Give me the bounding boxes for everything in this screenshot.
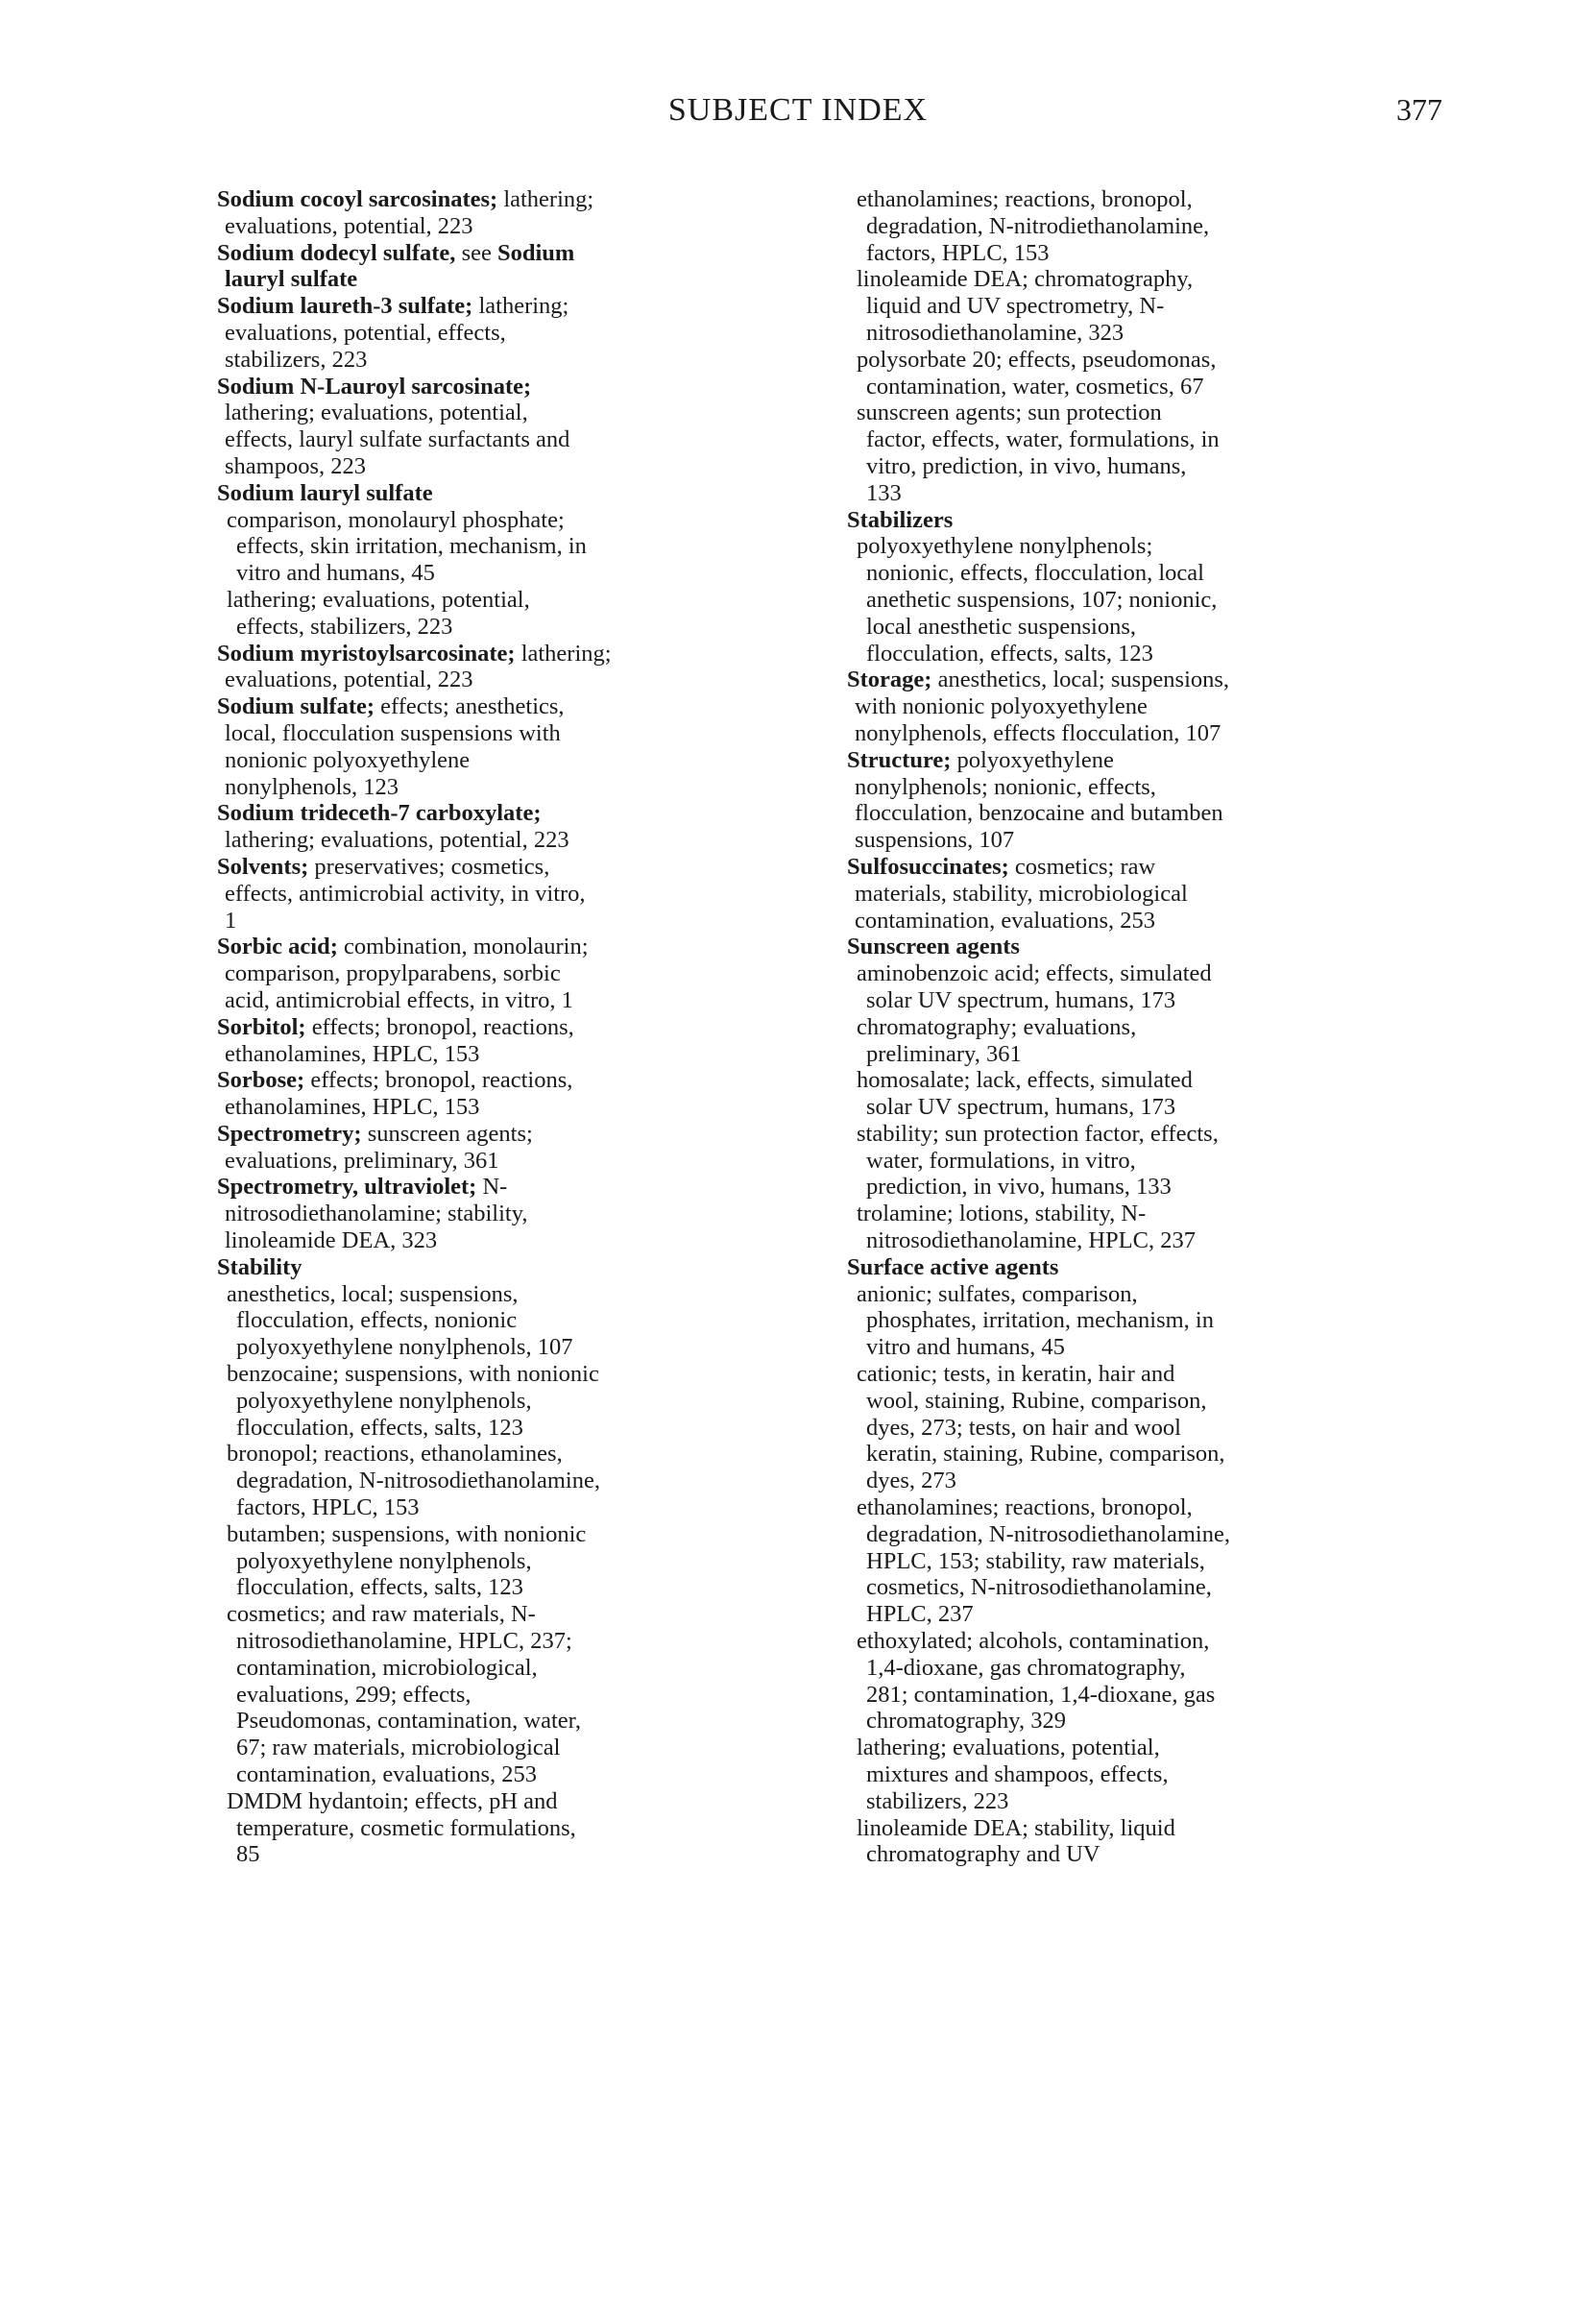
index-text: ethanolamines, HPLC, 153 <box>225 1040 480 1067</box>
index-line <box>847 1574 1385 1601</box>
index-line <box>217 1468 716 1494</box>
index-line <box>217 774 716 801</box>
index-line <box>847 1174 1385 1201</box>
index-line <box>217 400 716 426</box>
index-line <box>217 1148 716 1175</box>
index-term: Sorbic acid; <box>217 934 338 960</box>
index-text: dyes, 273 <box>866 1468 956 1494</box>
index-term: Sodium sulfate; <box>217 693 375 720</box>
index-text: anesthetics, local; suspensions, <box>227 1280 519 1307</box>
index-line <box>217 560 716 587</box>
index-line <box>217 1601 716 1628</box>
index-text: 281; contamination, 1,4-dioxane, gas <box>866 1681 1216 1708</box>
index-line <box>847 374 1385 401</box>
index-line <box>217 1682 716 1709</box>
index-text: homosalate; lack, effects, simulated <box>857 1067 1193 1094</box>
index-text: lathering; <box>497 186 594 212</box>
index-line <box>847 320 1385 347</box>
index-text: wool, staining, Rubine, comparison, <box>866 1387 1207 1414</box>
index-text: factors, HPLC, 153 <box>236 1494 420 1521</box>
index-line <box>217 1841 716 1868</box>
index-text: nonionic polyoxyethylene <box>225 746 471 773</box>
index-line <box>847 1628 1385 1655</box>
index-line <box>847 1281 1385 1308</box>
running-title: SUBJECT INDEX <box>667 92 929 128</box>
index-heading-line <box>217 800 716 827</box>
index-text: anionic; sulfates, comparison, <box>857 1280 1138 1307</box>
index-text: lathering; <box>515 640 612 667</box>
index-term: Spectrometry; <box>217 1120 362 1147</box>
index-heading-line <box>847 667 1385 693</box>
index-text: flocculation, effects, salts, 123 <box>236 1414 523 1441</box>
index-text: 1,4-dioxane, gas chromatography, <box>866 1654 1186 1681</box>
index-text: effects; bronopol, reactions, <box>304 1067 573 1094</box>
index-term: Spectrometry, ultraviolet; <box>217 1174 477 1201</box>
index-line <box>847 1307 1385 1334</box>
index-line <box>847 1841 1385 1868</box>
index-line <box>847 1601 1385 1628</box>
index-text: stability; sun protection factor, effects, <box>857 1120 1219 1147</box>
index-line <box>217 1735 716 1761</box>
index-text: local anesthetic suspensions, <box>866 613 1137 640</box>
index-heading-line <box>847 934 1385 960</box>
index-heading-line <box>217 854 716 881</box>
index-line <box>217 960 716 987</box>
index-line <box>217 320 716 347</box>
index-text: keratin, staining, Rubine, comparison, <box>866 1441 1225 1468</box>
index-text: ethanolamines, HPLC, 153 <box>225 1094 480 1121</box>
index-heading-line <box>847 854 1385 881</box>
index-line <box>217 1521 716 1548</box>
index-text: cosmetics; and raw materials, N- <box>227 1601 536 1628</box>
index-text: evaluations, 299; effects, <box>236 1681 472 1708</box>
index-text: flocculation, benzocaine and butamben <box>855 800 1223 827</box>
index-text: linoleamide DEA, 323 <box>225 1227 438 1254</box>
index-term: Sulfosuccinates; <box>847 853 1009 880</box>
index-heading-line <box>217 1174 716 1201</box>
index-line <box>847 1148 1385 1175</box>
index-line <box>847 1334 1385 1361</box>
index-term: Sunscreen agents <box>847 934 1020 960</box>
index-text: ethanolamines; reactions, bronopol, <box>857 1494 1193 1521</box>
index-line <box>847 1521 1385 1548</box>
index-text: degradation, N-nitrosodiethanolamine, <box>236 1468 600 1494</box>
index-term: Sodium trideceth-7 carboxylate; <box>217 800 542 827</box>
index-text: ethoxylated; alcohols, contamination, <box>857 1628 1210 1655</box>
index-term: Surface active agents <box>847 1253 1059 1280</box>
index-line <box>217 1494 716 1521</box>
index-line <box>847 1201 1385 1227</box>
index-line <box>847 641 1385 668</box>
index-line <box>217 347 716 374</box>
index-line <box>847 240 1385 267</box>
index-line <box>847 453 1385 480</box>
index-heading-line <box>217 693 716 720</box>
index-term: lauryl sulfate <box>225 266 358 293</box>
index-line <box>847 1735 1385 1761</box>
index-line <box>217 1815 716 1842</box>
index-text: nitrosodiethanolamine, HPLC, 237 <box>866 1227 1196 1254</box>
index-text: nonylphenols, effects flocculation, 107 <box>855 719 1221 746</box>
index-column-left <box>217 186 716 1868</box>
index-text: chromatography, 329 <box>866 1708 1066 1735</box>
index-text: with nonionic polyoxyethylene <box>855 693 1148 720</box>
index-text: evaluations, preliminary, 361 <box>225 1147 499 1174</box>
index-text: contamination, water, cosmetics, 67 <box>866 373 1204 400</box>
index-line <box>847 1655 1385 1682</box>
index-text: evaluations, potential, effects, <box>225 319 506 346</box>
index-text: see <box>455 239 497 266</box>
index-line <box>847 266 1385 293</box>
index-text: polyoxyethylene nonylphenols, 107 <box>236 1334 573 1361</box>
index-line <box>847 614 1385 641</box>
index-line <box>847 1041 1385 1068</box>
index-text: 1 <box>225 907 237 934</box>
index-text: cationic; tests, in keratin, hair and <box>857 1361 1175 1388</box>
index-term: Sodium cocoyl sarcosinates; <box>217 186 498 212</box>
index-term: Stabilizers <box>847 506 954 533</box>
index-line <box>847 293 1385 320</box>
index-line <box>847 1415 1385 1442</box>
index-text: factors, HPLC, 153 <box>866 239 1050 266</box>
index-line <box>217 1281 716 1308</box>
index-heading-line <box>217 1121 716 1148</box>
index-text: flocculation, effects, salts, 123 <box>866 640 1153 667</box>
index-text: bronopol; reactions, ethanolamines, <box>227 1441 563 1468</box>
index-line <box>847 1788 1385 1815</box>
index-text: solar UV spectrum, humans, 173 <box>866 986 1176 1013</box>
page-header <box>0 92 1596 140</box>
index-text: effects; anesthetics, <box>375 693 565 720</box>
index-text: benzocaine; suspensions, with nonionic <box>227 1361 599 1388</box>
index-line <box>217 1761 716 1788</box>
index-text: materials, stability, microbiological <box>855 880 1188 907</box>
index-line <box>217 1361 716 1388</box>
index-text: acid, antimicrobial effects, in vitro, 1 <box>225 986 573 1013</box>
index-line <box>217 1708 716 1735</box>
index-line <box>847 1682 1385 1709</box>
index-line <box>847 1761 1385 1788</box>
index-line <box>217 1227 716 1254</box>
index-line <box>847 720 1385 747</box>
index-text: HPLC, 237 <box>866 1601 974 1628</box>
index-text: water, formulations, in vitro, <box>866 1147 1136 1174</box>
index-term: Sodium lauryl sulfate <box>217 479 433 506</box>
index-text: vitro and humans, 45 <box>236 560 435 587</box>
index-term: Sodium N-Lauroyl sarcosinate; <box>217 373 532 400</box>
index-line <box>847 960 1385 987</box>
index-text: effects, lauryl sulfate surfactants and <box>225 426 570 453</box>
index-heading-line <box>217 186 716 213</box>
index-text: HPLC, 153; stability, raw materials, <box>866 1547 1205 1574</box>
index-line <box>847 1708 1385 1735</box>
index-text: lathering; evaluations, potential, <box>225 400 528 426</box>
index-text: lathering; evaluations, potential, 223 <box>225 827 569 854</box>
index-line <box>847 1494 1385 1521</box>
index-line <box>217 1307 716 1334</box>
index-line <box>847 908 1385 935</box>
index-text: nitrosodiethanolamine, HPLC, 237; <box>236 1628 572 1655</box>
index-line <box>217 1655 716 1682</box>
index-text: chromatography; evaluations, <box>857 1013 1137 1040</box>
index-text: suspensions, 107 <box>855 827 1015 854</box>
index-text: effects, skin irritation, mechanism, in <box>236 533 587 560</box>
index-line <box>217 426 716 453</box>
index-line <box>847 693 1385 720</box>
index-text: phosphates, irritation, mechanism, in <box>866 1307 1214 1334</box>
index-heading-line <box>217 1067 716 1094</box>
index-text: polyoxyethylene nonylphenols, <box>236 1547 532 1574</box>
index-line <box>847 560 1385 587</box>
index-text: stabilizers, 223 <box>225 346 368 373</box>
index-line <box>847 1815 1385 1842</box>
index-text: flocculation, effects, salts, 123 <box>236 1574 523 1601</box>
index-line <box>217 1415 716 1442</box>
index-line <box>847 1121 1385 1148</box>
index-text: contamination, microbiological, <box>236 1654 538 1681</box>
index-text: evaluations, potential, 223 <box>225 667 473 693</box>
index-text: 133 <box>866 479 902 506</box>
index-term: Stability <box>217 1253 302 1280</box>
index-line <box>217 533 716 560</box>
index-text: factor, effects, water, formulations, in <box>866 426 1220 453</box>
index-text: temperature, cosmetic formulations, <box>236 1814 576 1841</box>
index-text: polyoxyethylene nonylphenols; <box>857 533 1153 560</box>
index-text: combination, monolaurin; <box>337 934 589 960</box>
index-line <box>847 1014 1385 1041</box>
index-line <box>217 587 716 614</box>
index-text: chromatography and UV <box>866 1841 1100 1868</box>
index-text: vitro and humans, 45 <box>866 1334 1065 1361</box>
index-text: dyes, 273; tests, on hair and wool <box>866 1414 1181 1441</box>
index-text: degradation, N-nitrodiethanolamine, <box>866 212 1210 239</box>
index-heading-line <box>217 1014 716 1041</box>
index-line <box>847 987 1385 1014</box>
index-line <box>847 186 1385 213</box>
page-number: 377 <box>1396 92 1442 127</box>
index-line <box>217 987 716 1014</box>
index-line <box>847 800 1385 827</box>
index-line <box>847 213 1385 240</box>
index-heading-line <box>217 240 716 267</box>
index-text: polysorbate 20; effects, pseudomonas, <box>857 346 1217 373</box>
index-line <box>217 1041 716 1068</box>
index-text: prediction, in vivo, humans, 133 <box>866 1174 1172 1201</box>
index-term: Sorbose; <box>217 1067 305 1094</box>
index-text: comparison, monolauryl phosphate; <box>227 506 565 533</box>
index-term: Sorbitol; <box>217 1013 306 1040</box>
index-heading-line <box>217 480 716 507</box>
index-line <box>217 1788 716 1815</box>
index-line <box>847 1441 1385 1468</box>
index-text: sunscreen agents; <box>361 1120 533 1147</box>
index-line <box>217 213 716 240</box>
index-line <box>847 1067 1385 1094</box>
index-text: sunscreen agents; sun protection <box>857 400 1162 426</box>
index-line <box>847 480 1385 507</box>
index-text: aminobenzoic acid; effects, simulated <box>857 960 1212 987</box>
index-heading-line <box>217 374 716 401</box>
index-line <box>217 1201 716 1227</box>
index-text: polyoxyethylene <box>951 746 1114 773</box>
index-text: polyoxyethylene nonylphenols, <box>236 1387 532 1414</box>
index-text: N- <box>476 1174 508 1201</box>
index-line <box>847 347 1385 374</box>
index-line <box>847 1468 1385 1494</box>
index-text: linoleamide DEA; chromatography, <box>857 266 1194 293</box>
index-heading-line <box>217 1254 716 1281</box>
index-text: comparison, propylparabens, sorbic <box>225 960 561 987</box>
index-term: Sodium dodecyl sulfate, <box>217 239 456 266</box>
index-line <box>217 1388 716 1415</box>
index-line <box>847 587 1385 614</box>
index-line <box>217 614 716 641</box>
index-text: evaluations, potential, 223 <box>225 212 473 239</box>
index-text: shampoos, 223 <box>225 452 366 479</box>
index-text: lathering; <box>472 293 569 320</box>
index-heading-line <box>847 507 1385 534</box>
index-text: nitrosodiethanolamine; stability, <box>225 1201 528 1227</box>
index-text: cosmetics; raw <box>1008 853 1156 880</box>
index-text: 85 <box>236 1841 260 1868</box>
index-text: lathering; evaluations, potential, <box>227 586 530 613</box>
index-heading-line <box>217 641 716 668</box>
index-heading-line <box>217 293 716 320</box>
index-term: Sodium myristoylsarcosinate; <box>217 640 516 667</box>
index-line <box>217 827 716 854</box>
index-text: effects; bronopol, reactions, <box>305 1013 574 1040</box>
index-line <box>217 747 716 774</box>
index-line <box>217 1628 716 1655</box>
index-text: Pseudomonas, contamination, water, <box>236 1708 581 1735</box>
index-text: effects, stabilizers, 223 <box>236 613 453 640</box>
index-line <box>217 881 716 908</box>
index-text: anethetic suspensions, 107; nonionic, <box>866 586 1218 613</box>
index-text: preservatives; cosmetics, <box>308 853 550 880</box>
index-text: ethanolamines; reactions, bronopol, <box>857 186 1193 212</box>
index-text: trolamine; lotions, stability, N- <box>857 1201 1147 1227</box>
index-term: Structure; <box>847 746 952 773</box>
index-line <box>847 1548 1385 1575</box>
index-line <box>847 533 1385 560</box>
index-text: 67; raw materials, microbiological <box>236 1735 561 1761</box>
index-column-right <box>847 186 1385 1868</box>
index-text: local, flocculation suspensions with <box>225 719 561 746</box>
index-text: nitrosodiethanolamine, 323 <box>866 319 1124 346</box>
index-text: cosmetics, N-nitrosodiethanolamine, <box>866 1574 1212 1601</box>
index-line <box>847 774 1385 801</box>
index-text: effects, antimicrobial activity, in vitro, <box>225 880 586 907</box>
index-text: degradation, N-nitrosodiethanolamine, <box>866 1520 1230 1547</box>
index-line <box>217 667 716 693</box>
index-text: DMDM hydantoin; effects, pH and <box>227 1787 558 1814</box>
index-heading-line <box>847 1254 1385 1281</box>
index-line <box>847 426 1385 453</box>
index-text: lathering; evaluations, potential, <box>857 1735 1160 1761</box>
index-line <box>847 1094 1385 1121</box>
index-text: liquid and UV spectrometry, N- <box>866 293 1165 320</box>
index-line <box>217 1574 716 1601</box>
index-text: butamben; suspensions, with nonionic <box>227 1520 587 1547</box>
index-term: Solvents; <box>217 853 309 880</box>
index-text: solar UV spectrum, humans, 173 <box>866 1094 1176 1121</box>
index-text: vitro, prediction, in vivo, humans, <box>866 452 1187 479</box>
index-line <box>217 1094 716 1121</box>
index-line <box>217 1334 716 1361</box>
index-heading-line <box>847 747 1385 774</box>
index-text: preliminary, 361 <box>866 1040 1022 1067</box>
index-text: contamination, evaluations, 253 <box>236 1761 537 1788</box>
index-text: mixtures and shampoos, effects, <box>866 1761 1169 1788</box>
index-term: Storage; <box>847 667 932 693</box>
index-text: anesthetics, local; suspensions, <box>931 667 1230 693</box>
index-line <box>217 1441 716 1468</box>
index-text: contamination, evaluations, 253 <box>855 907 1155 934</box>
index-line <box>217 266 716 293</box>
index-line <box>847 1388 1385 1415</box>
index-line <box>217 1548 716 1575</box>
index-line <box>847 881 1385 908</box>
index-line <box>847 1227 1385 1254</box>
index-line <box>847 400 1385 426</box>
index-text: linoleamide DEA; stability, liquid <box>857 1814 1175 1841</box>
index-line <box>217 453 716 480</box>
index-line <box>217 908 716 935</box>
index-text: stabilizers, 223 <box>866 1787 1009 1814</box>
index-text: nonylphenols; nonionic, effects, <box>855 773 1156 800</box>
index-text: nonionic, effects, flocculation, local <box>866 560 1204 587</box>
index-line <box>847 1361 1385 1388</box>
index-line <box>217 720 716 747</box>
index-text: nonylphenols, 123 <box>225 773 399 800</box>
index-text: flocculation, effects, nonionic <box>236 1307 518 1334</box>
index-line <box>217 507 716 534</box>
index-term: Sodium <box>496 239 575 266</box>
index-line <box>847 827 1385 854</box>
index-term: Sodium laureth-3 sulfate; <box>217 293 473 320</box>
index-heading-line <box>217 934 716 960</box>
